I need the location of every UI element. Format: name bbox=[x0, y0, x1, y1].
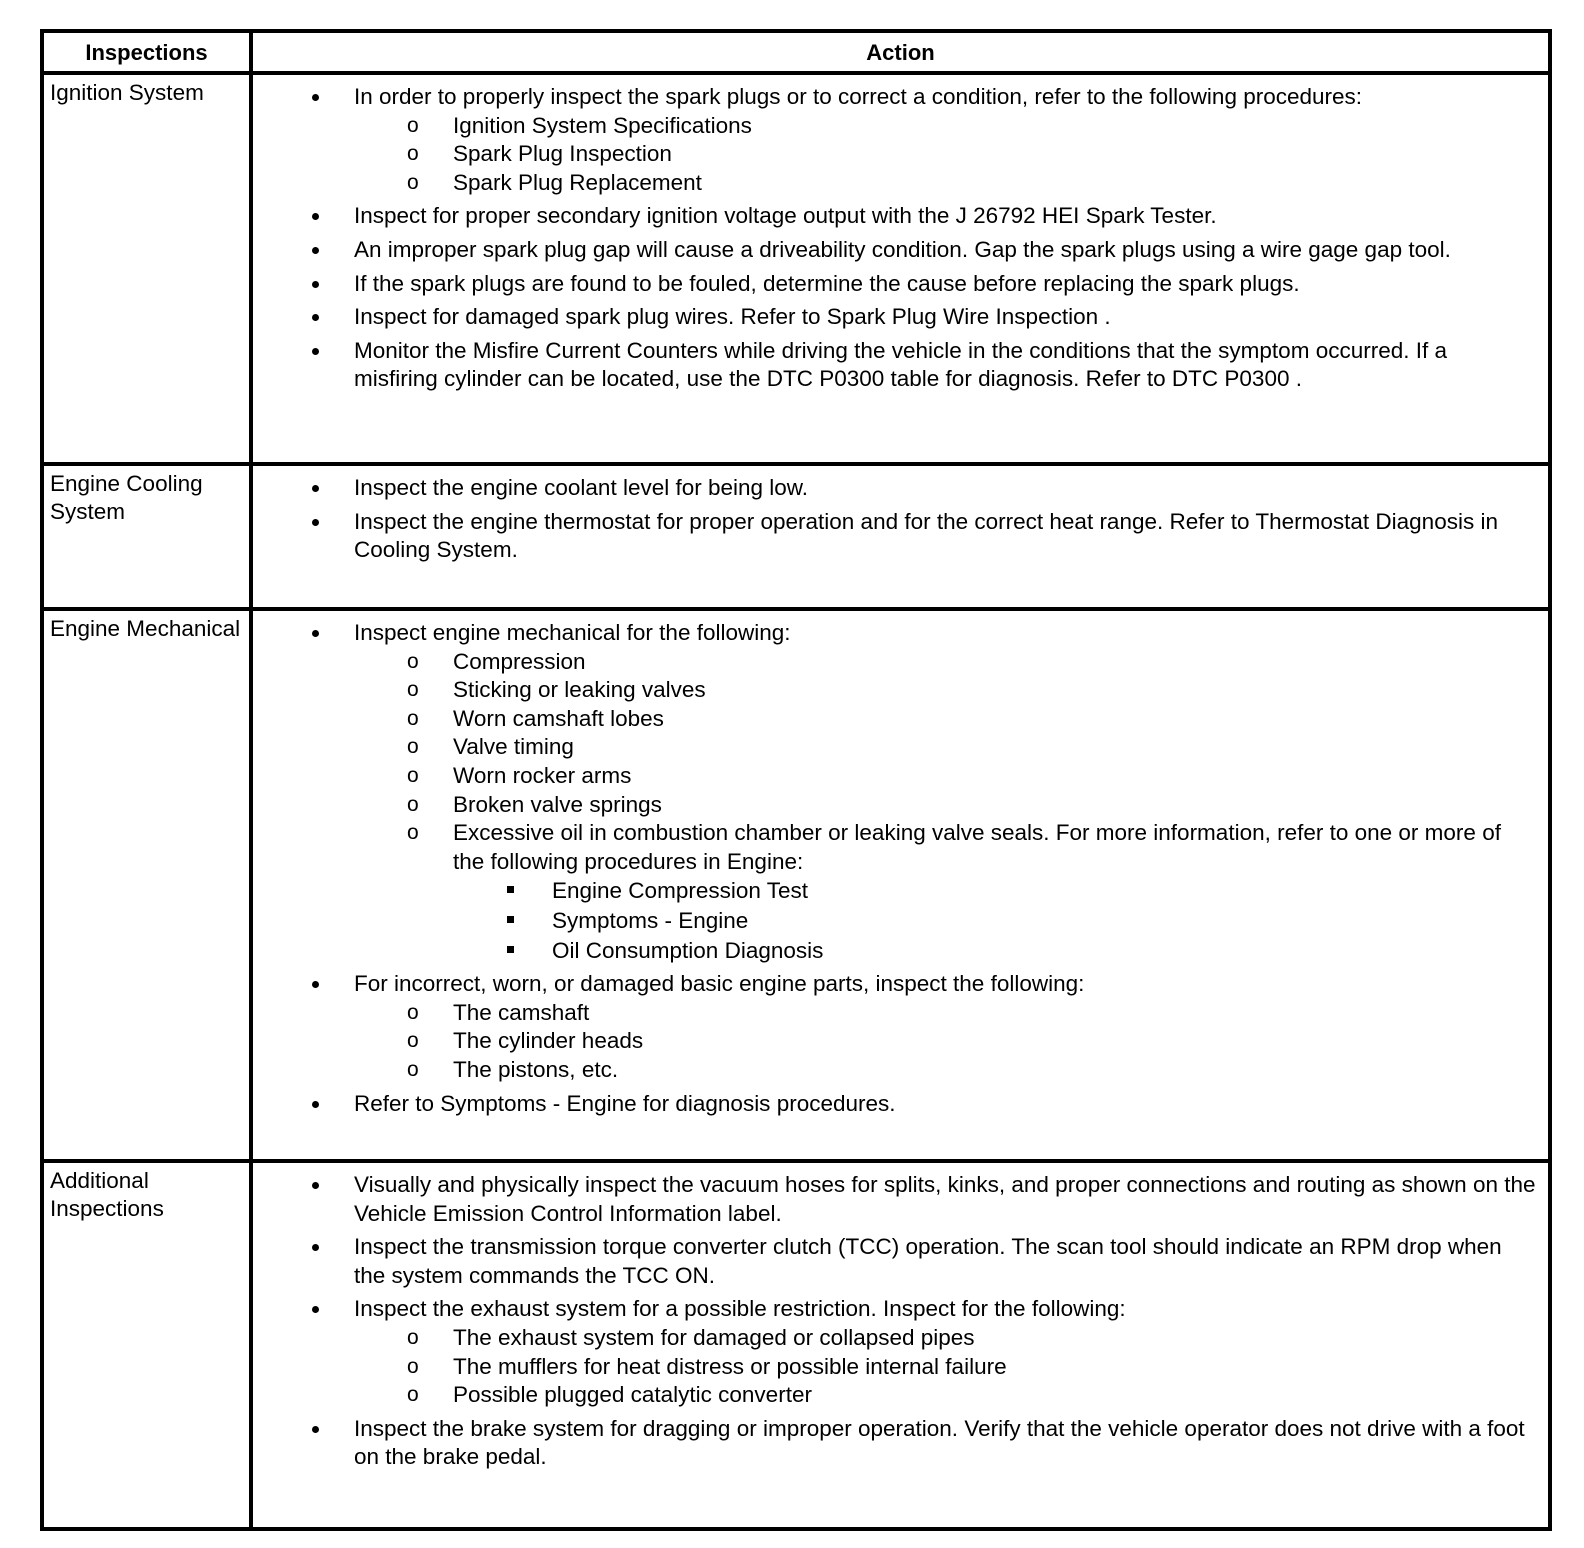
item-text: Inspect the exhaust system for a possible restriction. Inspect for the following: bbox=[354, 1296, 1126, 1322]
sub-list-item bbox=[413, 819, 1536, 965]
category-ignition-system: Ignition System bbox=[50, 80, 204, 105]
sub-sub-list-item: Symptoms - Engine bbox=[512, 907, 1536, 936]
list-item: Monitor the Misfire Current Counters while driving the vehicle in the conditions that the symptom occurred. If a misfiring cylinder can be located, use the DTC P0300 table for diagnosis. Refer to DTC P0300 . bbox=[314, 337, 1536, 394]
header-action: Action bbox=[866, 40, 935, 65]
sub-list-item: o Worn camshaft lobes bbox=[413, 705, 1536, 734]
sub-list-item: o Sticking or leaking valves bbox=[413, 676, 1536, 705]
sub-list-item: o Compression bbox=[413, 648, 1536, 677]
item-text: Inspect engine mechanical for the following: bbox=[354, 620, 791, 645]
item-text: For incorrect, worn, or damaged basic engine parts, inspect the following: bbox=[354, 971, 1085, 997]
category-engine-mechanical: Engine Mechanical bbox=[50, 616, 241, 641]
sub-sub-list-item: Oil Consumption Diagnosis bbox=[512, 937, 1536, 966]
action-additional-inspections bbox=[314, 1171, 1536, 1477]
sub-list-item: o Spark Plug Replacement bbox=[413, 169, 1536, 198]
sub-list-item: o The camshaft bbox=[413, 999, 1536, 1028]
column-divider bbox=[249, 33, 253, 1527]
sub-sub-list-item: Engine Compression Test bbox=[512, 877, 1536, 906]
list-item: Refer to Symptoms - Engine for diagnosis procedures. bbox=[314, 1090, 1536, 1119]
category-additional-inspections: Additional Inspections bbox=[50, 1168, 164, 1221]
item-text: In order to properly inspect the spark plugs or to correct a condition, refer to the following procedures: bbox=[354, 84, 1363, 109]
category-engine-cooling-system: Engine Cooling System bbox=[50, 471, 203, 524]
inspection-table bbox=[40, 29, 1552, 1531]
row-divider bbox=[44, 1159, 1548, 1163]
sub-list-item: o Ignition System Specifications bbox=[413, 112, 1536, 141]
sub-list-item: o Broken valve springs bbox=[413, 791, 1536, 820]
sub-list-item: o The cylinder heads bbox=[413, 1027, 1536, 1056]
sub-list-item: o Valve timing bbox=[413, 733, 1536, 762]
action-ignition-system bbox=[314, 83, 1536, 399]
sub-list-item: o The mufflers for heat distress or possible internal failure bbox=[413, 1353, 1536, 1382]
list-item: Inspect the engine thermostat for proper operation and for the correct heat range. Refer to Thermostat Diagnosis in Cooling System. bbox=[314, 508, 1536, 565]
sub-list-item: o Possible plugged catalytic converter bbox=[413, 1381, 1536, 1410]
sub-list-item: o The pistons, etc. bbox=[413, 1056, 1536, 1085]
sub-list-item: o The exhaust system for damaged or collapsed pipes bbox=[413, 1324, 1536, 1353]
list-item: Inspect the brake system for dragging or improper operation. Verify that the vehicle operator does not drive with a foot on the brake pedal. bbox=[314, 1415, 1536, 1472]
header-inspections: Inspections bbox=[85, 40, 208, 65]
list-item: Inspect the engine coolant level for being low. bbox=[314, 474, 1536, 503]
list-item: If the spark plugs are found to be fouled, determine the cause before replacing the spark plugs. bbox=[314, 270, 1536, 299]
list-item: Inspect for proper secondary ignition voltage output with the J 26792 HEI Spark Tester. bbox=[314, 202, 1536, 231]
action-engine-mechanical bbox=[314, 619, 1536, 1123]
list-item bbox=[314, 619, 1536, 965]
sub-list-item: o Spark Plug Inspection bbox=[413, 140, 1536, 169]
list-item bbox=[314, 970, 1536, 1084]
sub-list-item: o Worn rocker arms bbox=[413, 762, 1536, 791]
list-item: Inspect for damaged spark plug wires. Refer to Spark Plug Wire Inspection . bbox=[314, 303, 1536, 332]
list-item: An improper spark plug gap will cause a driveability condition. Gap the spark plugs using a wire gage gap tool. bbox=[314, 236, 1536, 265]
sub-item-text: Excessive oil in combustion chamber or leaking valve seals. For more information, refer to one or more of the following procedures in Engine: bbox=[453, 820, 1501, 874]
row-divider bbox=[44, 607, 1548, 611]
list-item: Inspect the transmission torque converter clutch (TCC) operation. The scan tool should indicate an RPM drop when the system commands the TCC ON. bbox=[314, 1233, 1536, 1290]
list-item bbox=[314, 83, 1536, 197]
list-item bbox=[314, 1295, 1536, 1409]
row-divider bbox=[44, 462, 1548, 466]
list-item: Visually and physically inspect the vacuum hoses for splits, kinks, and proper connections and routing as shown on the Vehicle Emission Control Information label. bbox=[314, 1171, 1536, 1228]
action-engine-cooling-system bbox=[314, 474, 1536, 570]
